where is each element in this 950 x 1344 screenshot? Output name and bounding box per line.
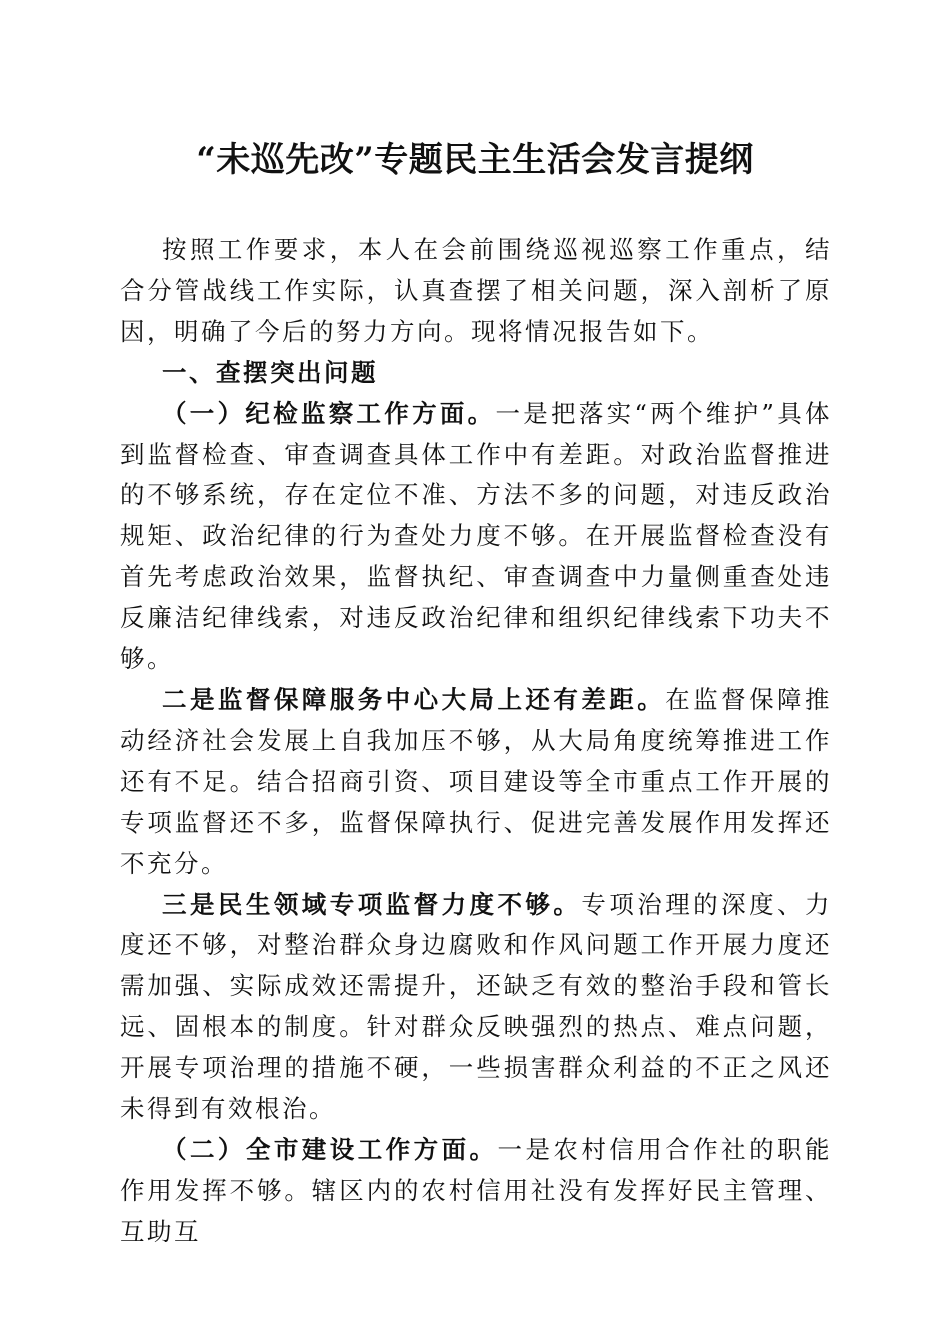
paragraph-livelihood-supervision [120,885,832,1130]
paragraph-discipline-inspection [120,394,832,680]
paragraph-text: 一是把落实“两个维护”具体到监督检查、审查调查具体工作中有差距。对政治监督推进的不够系统，存在定位不准、方法不多的问题，对违反政治规矩、政治纪律的行为查处力度不够。在开展监督检查没有首先考虑政治效果，监督执纪、审查调查中力量侧重查处违反廉洁纪律线索，对违反政治纪律和组织纪律线索下功夫不够。 [120,398,832,674]
paragraph-text: 在监督保障推动经济社会发展上自我加压不够，从大局角度统筹推进工作还有不足。结合招商引资、项目建设等全市重点工作开展的专项监督还不多，监督保障执行、促进完善发展作用发挥还不充分。 [120,684,833,878]
paragraph-lead: （二）全市建设工作方面。 [162,1134,498,1164]
paragraph-text: 专项治理的深度、力度还不够，对整治群众身边腐败和作风问题工作开展力度还需加强、实际成效还需提升，还缺乏有效的整治手段和管长远、固根本的制度。针对群众反映强烈的热点、难点问题，开展专项治理的措施不硬，一些损害群众利益的不正之风还未得到有效根治。 [120,889,833,1124]
section-heading: 一、查摆突出问题 [162,357,378,387]
paragraph-text: 一是农村信用合作社的职能作用发挥不够。辖区内的农村信用社没有发挥好民主管理、互助互 [120,1134,833,1246]
intro-paragraph: 按照工作要求，本人在会前围绕巡视巡察工作重点，结合分管战线工作实际，认真查摆了相关问题，深入剖析了原因，明确了今后的努力方向。现将情况报告如下。 [120,235,832,346]
paragraph-supervision-service [120,680,832,885]
document-body [120,230,832,1253]
paragraph-lead: 三是民生领域专项监督力度不够。 [162,889,582,919]
document-title: “未巡先改”专题民主生活会发言提纲 [196,140,754,180]
paragraph-lead: 二是监督保障服务中心大局上还有差距。 [162,684,666,714]
paragraph-city-construction [120,1130,832,1253]
paragraph-lead: （一）纪检监察工作方面。 [162,398,496,428]
